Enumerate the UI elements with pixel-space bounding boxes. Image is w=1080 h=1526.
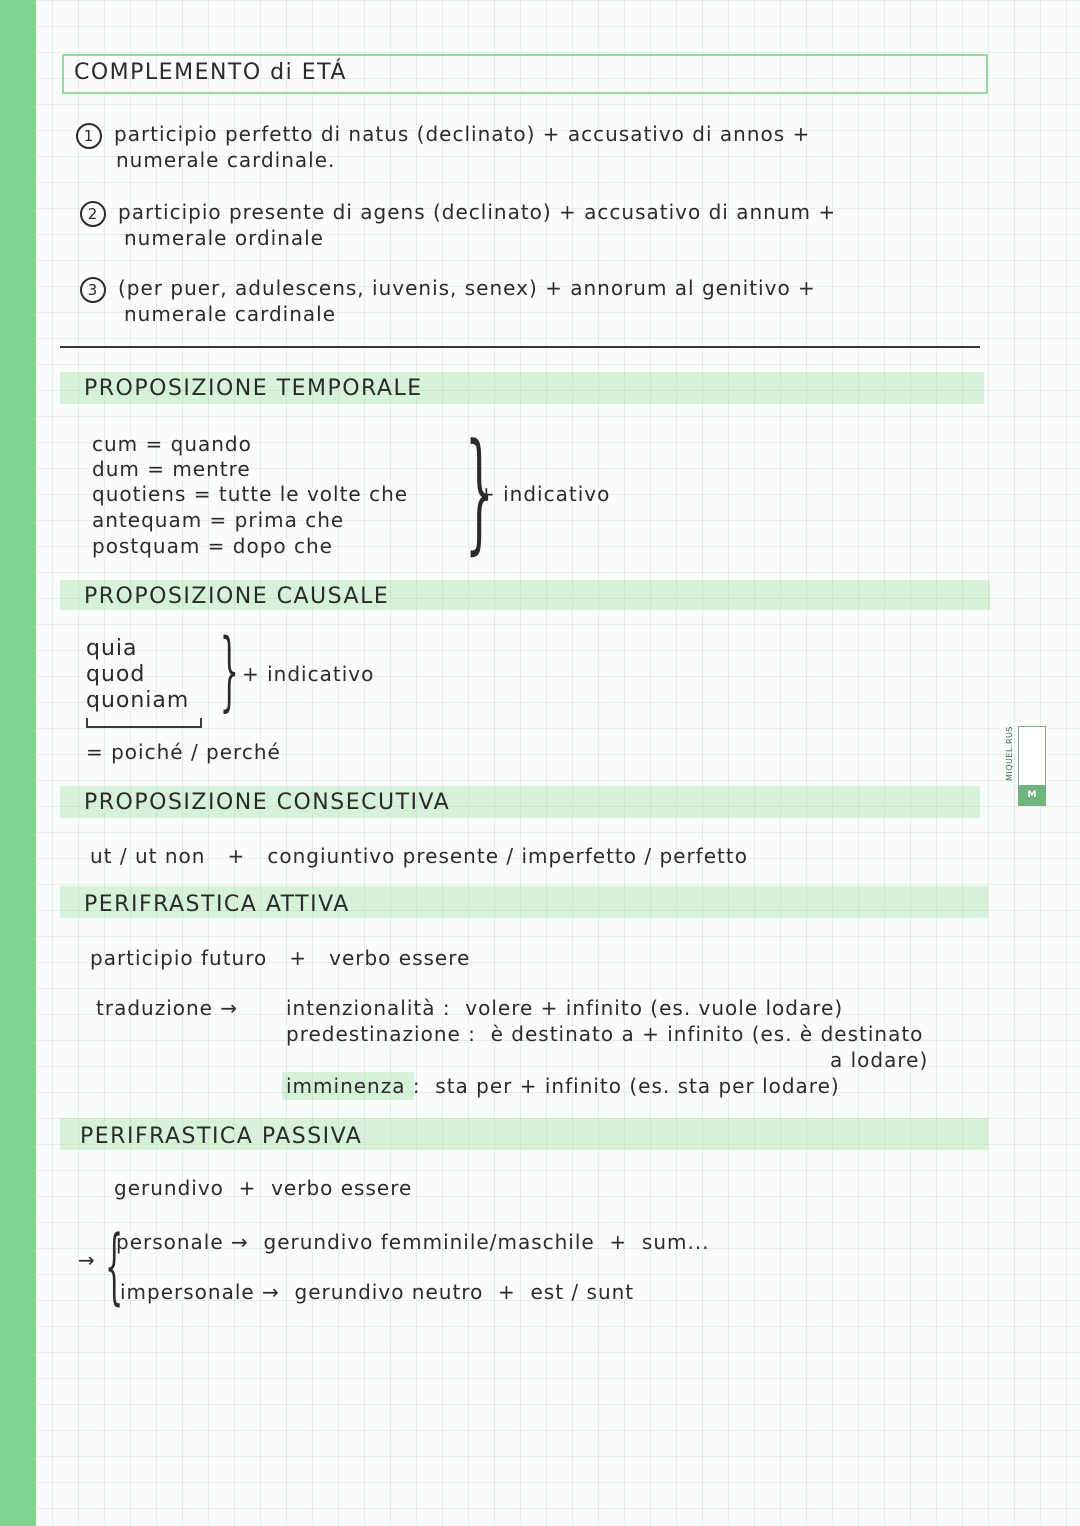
causale-row: quod — [86, 662, 146, 687]
temporale-row: quotiens = tutte le volte che — [92, 482, 409, 506]
title-perif-attiva: PERIFRASTICA ATTIVA — [84, 892, 350, 917]
temporale-row: dum = mentre — [92, 457, 251, 481]
brace-icon: { — [104, 1219, 124, 1314]
temporale-result: + indicativo — [478, 482, 611, 506]
trad-row: predestinazione : è destinato a + infinito (es. è destinato — [286, 1022, 924, 1046]
temporale-row: cum = quando — [92, 432, 252, 456]
trad-row: imminenza : sta per + infinito (es. sta per lodare) — [286, 1074, 840, 1098]
watermark-logo-icon: M — [1019, 785, 1045, 805]
trad-row-cont: a lodare) — [830, 1048, 929, 1072]
consecutiva-line: ut / ut non + congiuntivo presente / imperfetto / perfetto — [90, 844, 748, 868]
eta-item-1-text: participio perfetto di natus (declinato) + accusativo di annos + — [114, 122, 811, 146]
passiva-row: personale → gerundivo femminile/maschile + sum... — [116, 1230, 710, 1254]
causale-underline — [86, 726, 202, 728]
perif-passiva-formula: gerundivo + verbo essere — [114, 1176, 413, 1200]
causale-row: quia — [86, 636, 138, 661]
causale-meaning: = poiché / perché — [86, 740, 281, 764]
section-divider — [60, 346, 980, 348]
brace-icon: } — [464, 415, 494, 567]
number-2-icon: 2 — [80, 201, 106, 227]
perif-attiva-formula: participio futuro + verbo essere — [90, 946, 471, 970]
eta-item-3 — [80, 276, 816, 303]
watermark — [1005, 726, 1046, 806]
trad-row: intenzionalità : volere + infinito (es. vuole lodare) — [286, 996, 844, 1020]
temporale-row: postquam = dopo che — [92, 534, 333, 558]
eta-item-3-line2: numerale cardinale — [124, 302, 337, 326]
number-1-icon: 1 — [76, 123, 102, 149]
eta-item-2-line2: numerale ordinale — [124, 226, 324, 250]
title-causale: PROPOSIZIONE CAUSALE — [84, 584, 390, 609]
title-temporale: PROPOSIZIONE TEMPORALE — [84, 376, 423, 401]
title-complemento-eta: COMPLEMENTO di ETÁ — [74, 60, 347, 85]
causale-underline-tick — [86, 718, 88, 728]
eta-item-2-text: participio presente di agens (declinato) + accusativo di annum + — [118, 200, 837, 224]
passiva-row: impersonale → gerundivo neutro + est / sunt — [120, 1280, 635, 1304]
title-consecutiva: PROPOSIZIONE CONSECUTIVA — [84, 790, 451, 815]
brace-icon: } — [219, 621, 239, 721]
watermark-text: MIQUEL.RUS — [1005, 726, 1014, 781]
green-margin-bar — [0, 0, 36, 1526]
title-perif-passiva: PERIFRASTICA PASSIVA — [80, 1124, 363, 1149]
arrow-icon: → — [78, 1248, 96, 1272]
eta-item-1 — [76, 122, 810, 149]
causale-underline-tick — [200, 718, 202, 728]
temporale-row: antequam = prima che — [92, 508, 345, 532]
eta-item-3-text: (per puer, adulescens, iuvenis, senex) + annorum al genitivo + — [118, 276, 816, 300]
number-3-icon: 3 — [80, 277, 106, 303]
causale-row: quoniam — [86, 688, 190, 713]
eta-item-2 — [80, 200, 836, 227]
eta-item-1-line2: numerale cardinale. — [116, 148, 336, 172]
traduzione-label: traduzione → — [96, 996, 239, 1020]
causale-result: + indicativo — [242, 662, 375, 686]
